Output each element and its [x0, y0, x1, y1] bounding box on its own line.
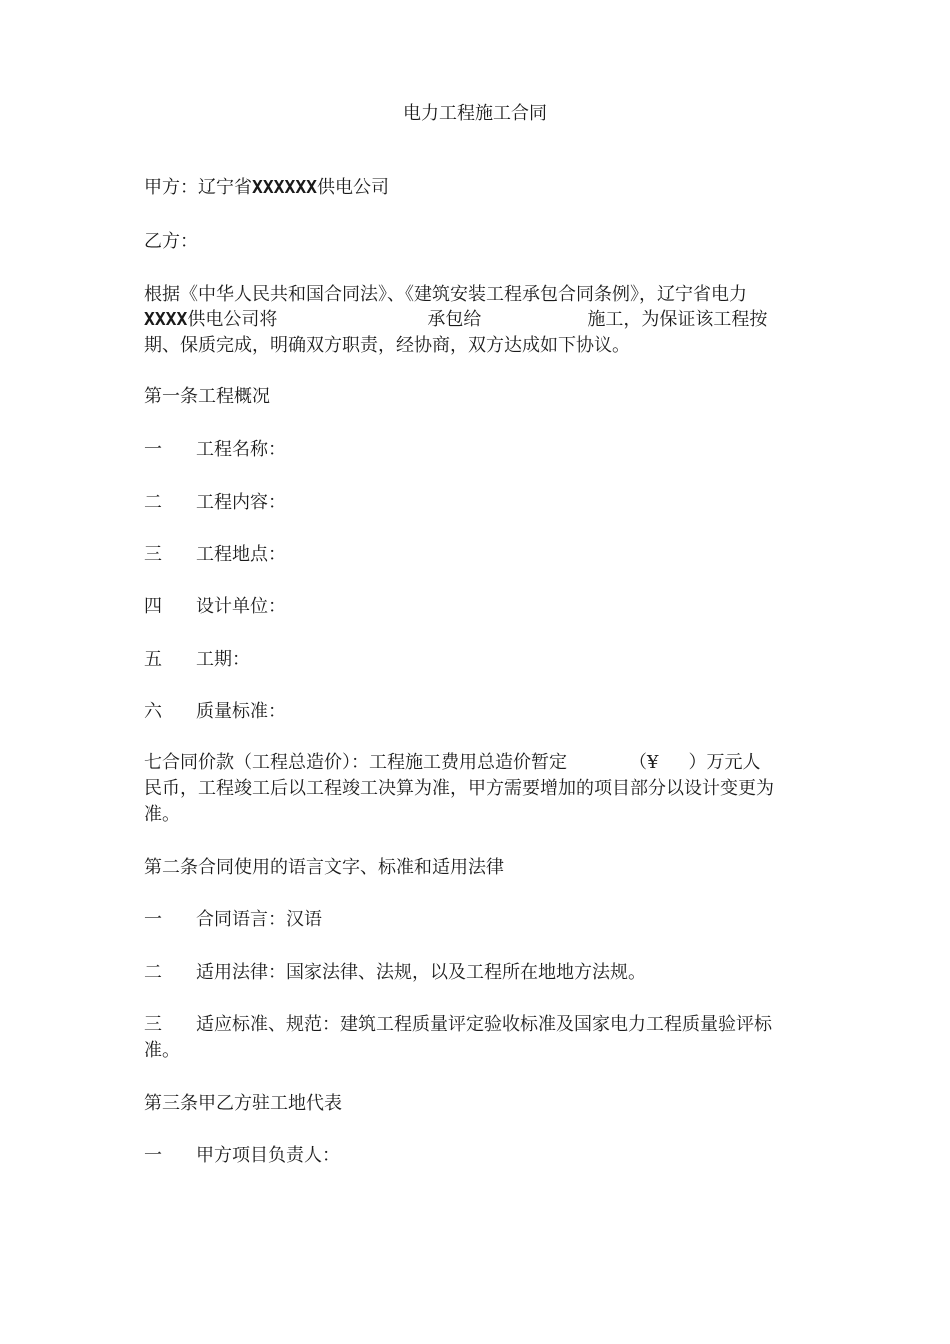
item-number: 二 [144, 492, 162, 513]
article-1-item [144, 699, 816, 725]
article-2-item [144, 1012, 816, 1038]
article-2-item-continued: 准。 [144, 1040, 180, 1061]
intro-text-c: 施工，为保证该工程按 [587, 309, 768, 330]
item-text: 质量标准： [196, 701, 286, 722]
price-line-3: 准。 [144, 804, 180, 825]
intro-line-1: 根据《中华人民共和国合同法》、《建筑安装工程承包合同条例》，辽宁省电力 [144, 284, 747, 305]
item-number: 一 [144, 439, 162, 460]
article-2-item [144, 907, 816, 933]
article-1-item [144, 647, 816, 673]
item-number: 六 [144, 701, 162, 722]
item-text: 合同语言：汉语 [196, 909, 322, 930]
price-text-a: 七合同价款（工程总造价）：工程施工费用总造价暂定 [144, 752, 567, 773]
article-2-item [144, 960, 816, 986]
intro-line-3: 期、保质完成，明确双方职责，经协商，双方达成如下协议。 [144, 335, 630, 356]
article-1-item [144, 542, 816, 568]
item-number: 二 [144, 962, 162, 983]
article-1-item [144, 437, 816, 463]
article-2-heading: 第二条合同使用的语言文字、标准和适用法律 [144, 857, 504, 878]
item-number: 三 [144, 1014, 162, 1035]
article-1-item [144, 594, 816, 620]
article-3-item [144, 1143, 816, 1169]
article-1-heading: 第一条工程概况 [144, 386, 270, 407]
item-number: 三 [144, 544, 162, 565]
item-text: 工期： [196, 649, 250, 670]
item-text: 工程内容： [196, 492, 286, 513]
item-text: 设计单位： [196, 596, 286, 617]
intro-text-a: 供电公司将 [187, 309, 278, 330]
item-text: 工程地点： [196, 544, 286, 565]
party-b-line: 乙方： [144, 231, 198, 252]
price-line-1 [144, 750, 816, 776]
intro-redacted: XXXX [144, 309, 188, 330]
item-number: 一 [144, 1145, 162, 1166]
party-a-company: 供电公司 [317, 177, 390, 198]
intro-text-b: 承包给 [427, 309, 482, 330]
item-text: 甲方项目负责人： [196, 1145, 340, 1166]
article-1-item [144, 490, 816, 516]
intro-line-2 [144, 307, 816, 333]
document-title: 电力工程施工合同 [403, 103, 547, 124]
price-text-b: （¥ [629, 752, 659, 773]
party-a-line [144, 175, 816, 201]
price-text-c: ）万元人 [688, 752, 761, 773]
item-number: 一 [144, 909, 162, 930]
party-a-label: 甲方：辽宁省 [144, 177, 252, 198]
article-3-heading: 第三条甲乙方驻工地代表 [144, 1093, 342, 1114]
party-a-redacted: XXXXXX [252, 177, 318, 198]
item-text: 适用法律：国家法律、法规，以及工程所在地地方法规。 [196, 962, 646, 983]
price-line-2: 民币，工程竣工后以工程竣工决算为准，甲方需要增加的项目部分以设计变更为 [144, 778, 774, 799]
item-number: 四 [144, 596, 162, 617]
item-number: 五 [144, 649, 162, 670]
item-text: 适应标准、规范：建筑工程质量评定验收标准及国家电力工程质量验评标 [196, 1014, 772, 1035]
item-text: 工程名称： [196, 439, 286, 460]
